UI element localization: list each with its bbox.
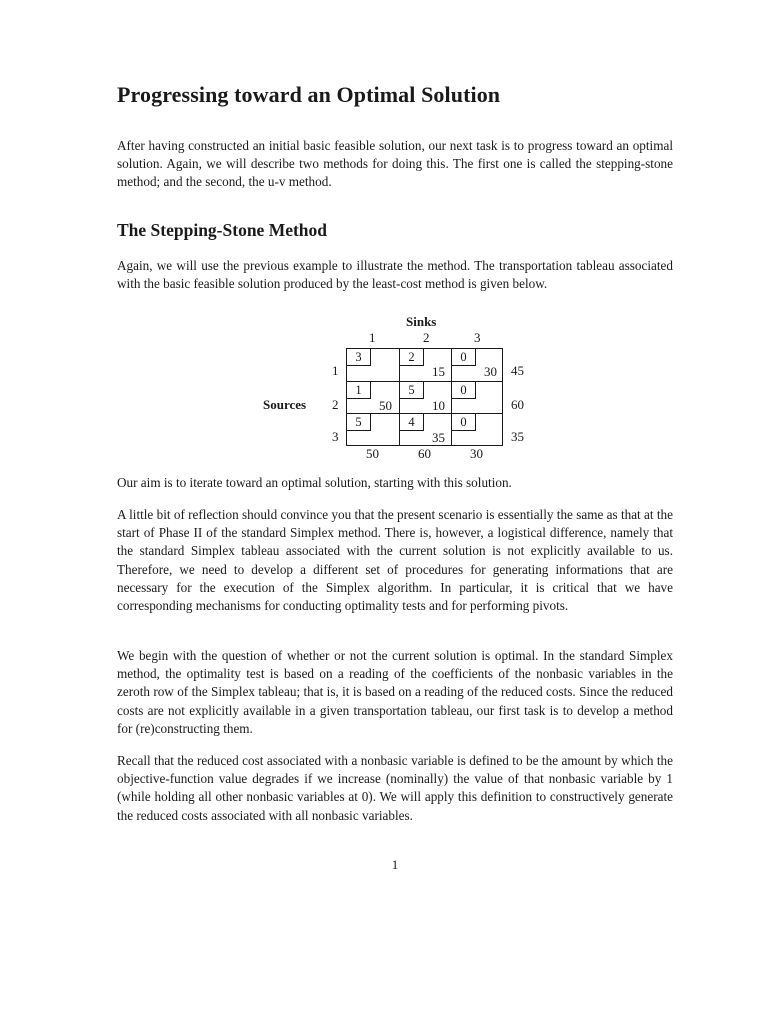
source-id: 1 (332, 363, 339, 378)
cost-cell: 0 (452, 414, 476, 431)
optimality-question-paragraph: We begin with the question of whether or not the current solution is optimal. In the standard Simplex method, the optimality test is based on a reading of the coefficients of the nonbasic variables in the zeroth row of the Simplex tableau; that is, it is based on a reading of the reduced costs. Since the reduced costs are not explicitly available in a given transportation tableau, our first task is to develop a method for (re)constructing them. (117, 648, 673, 736)
sources-label: Sources (263, 397, 307, 412)
allocation-cell: 10 (432, 398, 445, 413)
reflection-paragraph: A little bit of reflection should convince you that the present scenario is essentially the same as that at the start of Phase II of the standard Simplex method. There is, however, a logistical difference, namely that the standard Simplex tableau associated with the current solution is not explicitly available to us. Therefore, we need to develop a different set of procedures for generating informations that are necessary for the execution of the Simplex algorithm. In particular, it is critical that we have corresponding mechanisms for conducting optimality tests and for performing pivots. (117, 507, 673, 614)
aim-paragraph: Our aim is to iterate toward an optimal solution, starting with this solution. (117, 475, 512, 490)
cost-cell: 1 (347, 382, 371, 399)
supply-value: 45 (511, 363, 524, 378)
allocation-cell: 35 (432, 430, 445, 445)
cost-cell: 2 (400, 349, 424, 366)
cost-cell: 5 (347, 414, 371, 431)
intro-paragraph: After having constructed an initial basic feasible solution, our next task is to progress toward an optimal solution. Again, we will describe two methods for doing this. The first one is called the stepping-stone method; and the second, the u-v method. (117, 138, 673, 190)
demand-value: 30 (470, 446, 483, 461)
source-id: 2 (332, 397, 339, 412)
cost-cell: 4 (400, 414, 424, 431)
cost-cell: 5 (400, 382, 424, 399)
example-paragraph: Again, we will use the previous example to illustrate the method. The transportation tableau associated with the basic feasible solution produced by the least-cost method is given below. (117, 258, 673, 292)
sink-id: 2 (423, 330, 430, 345)
reduced-cost-paragraph: Recall that the reduced cost associated with a nonbasic variable is defined to be the amount by which the objective-function value degrades if we increase (nominally) the value of that nonbasic variable by 1 (while holding all other nonbasic variables at 0). We will apply this definition to constructively generate the reduced costs associated with all nonbasic variables. (117, 753, 673, 823)
demand-value: 60 (418, 446, 431, 461)
page-number: 1 (391, 857, 399, 872)
supply-value: 35 (511, 429, 524, 444)
section-title: The Stepping-Stone Method (117, 220, 328, 240)
allocation-cell: 15 (432, 364, 445, 379)
cost-cell: 0 (452, 382, 476, 399)
allocation-cell: 30 (484, 364, 497, 379)
page-title: Progressing toward an Optimal Solution (117, 82, 501, 107)
supply-value: 60 (511, 397, 524, 412)
cost-cell: 3 (347, 349, 371, 366)
demand-value: 50 (366, 446, 379, 461)
tableau-grid (346, 348, 503, 446)
allocation-cell: 50 (379, 398, 392, 413)
sinks-label: Sinks (406, 314, 437, 329)
cost-cell: 0 (452, 349, 476, 366)
sink-id: 1 (369, 330, 376, 345)
transportation-tableau (0, 0, 768, 470)
source-id: 3 (332, 429, 339, 444)
sink-id: 3 (474, 330, 481, 345)
